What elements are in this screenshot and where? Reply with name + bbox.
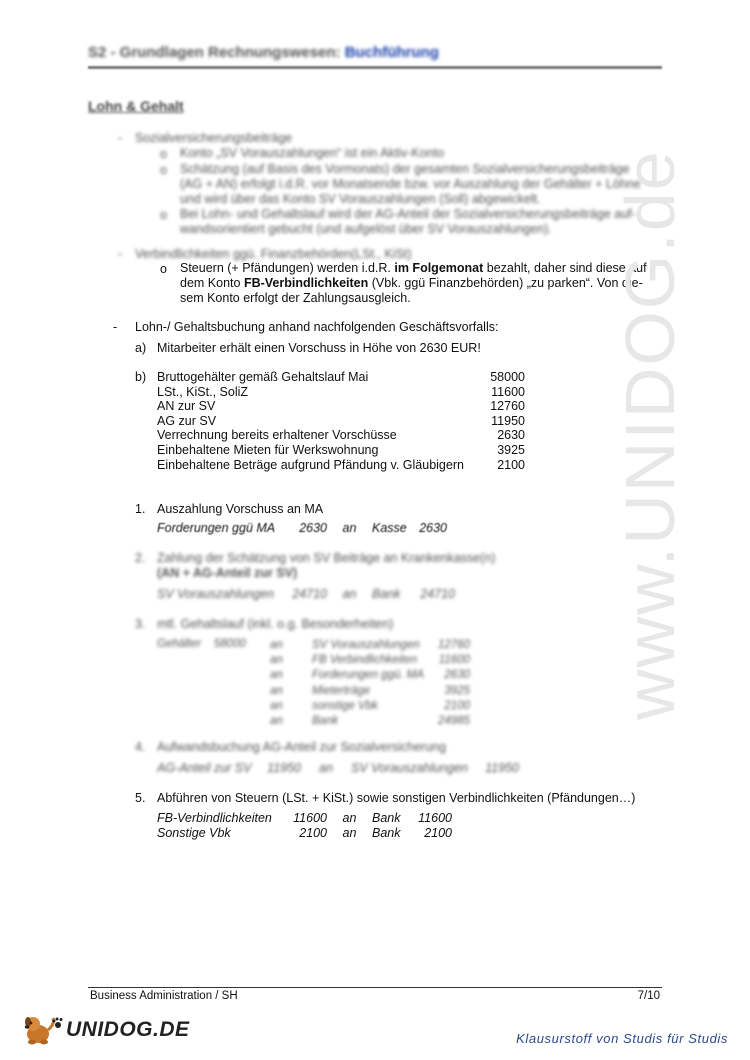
step-4-title: Aufwandsbuchung AG-Anteil zur Sozialversicherung xyxy=(157,740,447,754)
sv-item-3-line-2: wandsorientiert gebucht (und aufgelöst über SV Vorauszahlungen). xyxy=(180,222,552,236)
entry-an: an xyxy=(342,587,357,601)
fb-line1-post: bezahlt, daher sind diese auf xyxy=(483,261,647,275)
step-5-entries xyxy=(157,811,452,841)
lg-b-table xyxy=(157,370,527,472)
b-row xyxy=(157,385,527,400)
entry-credit-amount: 11600 xyxy=(418,811,452,825)
fb-item xyxy=(180,261,662,306)
sv-item-2-line-3: und wird über das Konto SV Vorauszahlungen (Soll) abgewickelt. xyxy=(180,192,541,206)
sv-item-3-bullet: o xyxy=(160,208,167,222)
line-amount: 24985 xyxy=(438,715,470,728)
entry-credit: SV Vorauszahlungen xyxy=(351,761,468,775)
step-5-title: Abführen von Steuern (LSt. + KiSt.) sowie sonstigen Verbindlichkeiten (Pfändungen…) xyxy=(157,791,636,805)
line-amount: 3925 xyxy=(444,684,470,697)
entry-credit: Kasse xyxy=(372,521,407,535)
step-5-entry xyxy=(157,811,452,826)
fb-line2-post: (Vbk. ggü Finanzbehörden) „zu parken“. Von die- xyxy=(368,276,643,290)
b-row-label: Einbehaltene Beträge aufgrund Pfändung v. Gläubigern xyxy=(157,457,464,472)
b-row-value: 58000 xyxy=(490,370,525,384)
sv-item-1-line-1: Konto „SV Vorauszahlungen“ ist ein Aktiv-Konto xyxy=(180,146,445,160)
step-3-num: 3. xyxy=(135,617,146,631)
step-1-num: 1. xyxy=(135,502,146,516)
line-amount: 12760 xyxy=(438,639,470,651)
sv-item-2-bullet: o xyxy=(160,163,167,177)
line-an: an xyxy=(270,684,283,697)
watermark: www.UNIDOG.de xyxy=(611,149,689,720)
step-3-line xyxy=(270,699,470,714)
sv-item-3-line-1: Bei Lohn- und Gehaltslauf wird der AG-Anteil der Sozialversicherungsbeiträge auf- xyxy=(180,207,636,221)
step-3-debit xyxy=(157,638,246,650)
fb-item-bullet: o xyxy=(160,262,167,276)
entry-debit: FB-Verbindlichkeiten xyxy=(157,811,272,825)
entry-debit: SV Vorauszahlungen xyxy=(157,587,274,601)
footer-rule xyxy=(88,987,662,988)
entry-an: an xyxy=(342,826,357,840)
line-an: an xyxy=(270,669,283,682)
header-title: S2 - Grundlagen Rechnungswesen: xyxy=(88,44,345,61)
line-account: Mieterträge xyxy=(312,684,371,697)
b-row xyxy=(157,414,527,429)
step-2-num: 2. xyxy=(135,551,146,565)
entry-amount: 2100 xyxy=(299,826,327,840)
footer-left: Business Administration / SH xyxy=(90,990,238,1002)
b-row-label: AN zur SV xyxy=(157,399,216,414)
line-account: FB Verbindlichkeiten xyxy=(312,654,418,667)
step-5-num: 5. xyxy=(135,791,146,805)
fb-line2-pre: dem Konto xyxy=(180,276,244,290)
sv-item-3 xyxy=(180,207,662,237)
sv-item-2-line-1: Schätzung (auf Basis des Vormonats) der gesamten Sozialversicherungsbeiträge xyxy=(180,162,630,176)
step-2-entry xyxy=(157,587,455,601)
header-rule xyxy=(88,66,662,69)
b-row-value: 11950 xyxy=(491,413,525,428)
b-row-label: Einbehaltene Mieten für Werkswohnung xyxy=(157,442,379,457)
b-row xyxy=(157,370,527,385)
paw-icon xyxy=(52,1017,64,1029)
dog-icon xyxy=(22,1014,56,1046)
sv-bullet: - xyxy=(118,131,123,145)
fb-line3: sem Konto erfolgt der Zahlungsausgleich. xyxy=(180,291,411,305)
lg-bullet: - xyxy=(113,320,118,334)
entry-an: an xyxy=(319,761,333,775)
fb-heading: Verbindlichkeiten ggü. Finanzbehörden(LSt., KiSt) xyxy=(135,247,412,261)
step-4-num: 4. xyxy=(135,740,146,754)
step-3-title: mtl. Gehaltslauf (inkl. o.g. Besonderheiten) xyxy=(157,617,394,631)
b-row xyxy=(157,443,527,458)
line-an: an xyxy=(270,654,283,667)
b-row-label: LSt., KiSt., SoliZ xyxy=(157,384,249,399)
fb-line1-bold: im Folgemonat xyxy=(394,261,484,275)
step-3-debit-amount: 58000 xyxy=(213,638,246,650)
b-row-label: Bruttogehälter gemäß Gehaltslauf Mai xyxy=(157,370,369,384)
b-row-value: 2100 xyxy=(497,457,525,472)
line-account: Bank xyxy=(312,715,339,728)
entry-debit: Sonstige Vbk xyxy=(157,826,231,840)
sv-item-1 xyxy=(180,146,662,161)
line-account: SV Vorauszahlungen xyxy=(312,639,420,651)
header-title-accent: Buchführung xyxy=(344,44,439,61)
step-3-debit-account: Gehälter xyxy=(157,638,202,650)
sv-item-2-line-2: (AG + AN) erfolgt i.d.R. vor Monatsende bzw. vor Auszahlung der Gehälter + Löhne xyxy=(180,177,641,191)
entry-an: an xyxy=(342,521,357,535)
unidog-logo xyxy=(22,1014,190,1046)
step-2-title: Zahlung der Schätzung von SV Beiträge an Krankenkasse(n) xyxy=(157,551,496,565)
lg-b-label: b) xyxy=(135,370,147,384)
b-row-value: 11600 xyxy=(491,384,525,399)
step-3-lines xyxy=(270,638,470,729)
b-row xyxy=(157,399,527,414)
entry-amount: 11950 xyxy=(267,761,301,775)
entry-amount: 2630 xyxy=(299,521,327,535)
b-row-label: AG zur SV xyxy=(157,413,217,428)
page-header xyxy=(88,44,439,61)
logo-text: UNIDOG.DE xyxy=(66,1018,190,1041)
tagline: Klausurstoff von Studis für Studis xyxy=(516,1031,728,1046)
step-3-line xyxy=(270,638,470,653)
b-row xyxy=(157,428,527,443)
step-2-subtitle: (AN + AG-Anteil zur SV) xyxy=(157,566,298,580)
step-4-entry xyxy=(157,761,519,775)
entry-credit-amount: 2630 xyxy=(419,521,447,535)
page-number: 7/10 xyxy=(637,990,660,1002)
step-1-title: Auszahlung Vorschuss an MA xyxy=(157,502,324,516)
entry-amount: 24710 xyxy=(292,587,327,601)
line-an: an xyxy=(270,715,283,728)
fb-bullet: - xyxy=(118,247,123,261)
section-title: Lohn & Gehalt xyxy=(88,98,184,114)
b-row xyxy=(157,458,527,473)
line-account: Forderungen ggü. MA xyxy=(312,669,424,682)
entry-debit: AG-Anteil zur SV xyxy=(157,761,252,775)
lg-heading: Lohn-/ Gehaltsbuchung anhand nachfolgenden Geschäftsvorfalls: xyxy=(135,320,499,334)
entry-an: an xyxy=(342,811,357,825)
step-3-line xyxy=(270,653,470,668)
line-amount: 2100 xyxy=(444,699,470,712)
entry-credit: Bank xyxy=(372,811,401,825)
step-1-entry xyxy=(157,521,447,535)
b-row-label: Verrechnung bereits erhaltener Vorschüsse xyxy=(157,428,397,443)
line-account: sonstige Vbk xyxy=(312,699,378,712)
fb-line2-bold: FB-Verbindlichkeiten xyxy=(243,276,369,290)
line-an: an xyxy=(270,699,283,712)
sv-item-1-bullet: o xyxy=(160,147,167,161)
b-row-value: 2630 xyxy=(497,428,525,443)
entry-credit-amount: 2100 xyxy=(424,826,452,840)
entry-credit-amount: 24710 xyxy=(420,587,455,601)
step-3-line xyxy=(270,684,470,699)
entry-credit: Bank xyxy=(372,587,401,601)
lg-a-text: Mitarbeiter erhält einen Vorschuss in Höhe von 2630 EUR! xyxy=(157,341,481,355)
lg-a-label: a) xyxy=(135,341,147,355)
b-row-value: 12760 xyxy=(490,399,525,414)
entry-amount: 11600 xyxy=(293,811,327,825)
step-3-line xyxy=(270,714,470,729)
line-an: an xyxy=(270,639,283,651)
entry-debit: Forderungen ggü MA xyxy=(157,521,276,535)
entry-credit-amount: 11950 xyxy=(485,761,519,775)
sv-heading: Sozialversicherungsbeiträge xyxy=(135,131,293,145)
fb-line1-pre: Steuern (+ Pfändungen) werden i.d.R. xyxy=(180,261,395,275)
step-5-entry xyxy=(157,826,452,841)
sv-item-2 xyxy=(180,162,662,207)
b-row-value: 3925 xyxy=(497,442,525,457)
step-3-line xyxy=(270,668,470,683)
line-amount: 11600 xyxy=(438,654,470,667)
entry-credit: Bank xyxy=(372,826,401,840)
line-amount: 2630 xyxy=(444,669,470,682)
